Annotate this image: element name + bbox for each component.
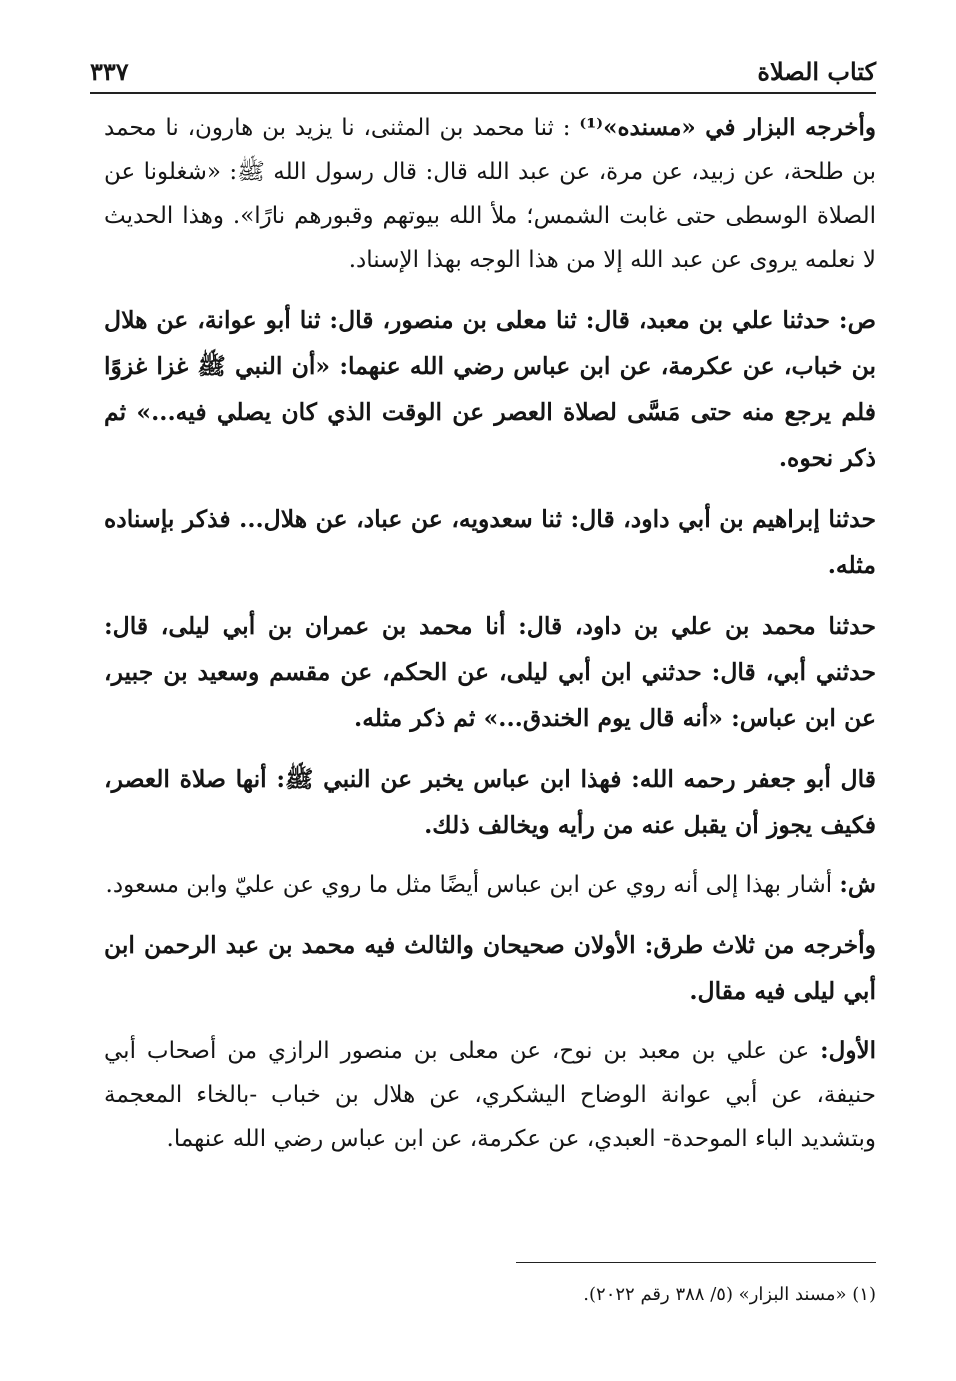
paragraph-lead: وأخرجه البزار في «مسنده»⁽¹⁾: [579, 114, 877, 141]
paragraph-muhammad-ibn-ali: [104, 603, 876, 741]
header-divider: [90, 92, 876, 94]
paragraph-lead: ش:: [839, 871, 876, 898]
paragraph-ibrahim: [104, 496, 876, 588]
paragraph-first-route: [104, 1029, 876, 1161]
page-body: [104, 106, 876, 1176]
footnote: (١) «مسند البزار» (٥/ ٣٨٨ رقم ٢٠٢٢).: [583, 1284, 876, 1305]
page-header: [90, 48, 876, 94]
paragraph-text: أشار بهذا إلى أنه روي عن ابن عباس أيضًا مثل ما روي عن عليّ وابن مسعود.: [105, 872, 833, 898]
paragraph-lead: ص:: [838, 306, 876, 334]
paragraph-text: حدثنا إبراهيم بن أبي داود، قال: ثنا سعدويه، عن عباد، عن هلال... فذكر بإسناده مثله.: [104, 505, 876, 579]
paragraph-shin-commentary: [104, 863, 876, 907]
paragraph-text: حدثنا محمد بن علي بن داود، قال: أنا محمد بن عمران بن أبي ليلى، قال: حدثني أبي، قال: حدثني ابن أبي ليلى، عن الحكم، عن مقسم وسعيد بن جبير، عن ابن عباس: «أنه قال يوم الخندق...» ثم ذكر مثله.: [104, 612, 876, 732]
page-number: ٣٣٧: [90, 56, 129, 86]
chapter-title: كتاب الصلاة: [757, 56, 876, 86]
paragraph-text: عن علي بن معبد بن نوح، عن معلى بن منصور الرازي من أصحاب أبي حنيفة، عن أبي عوانة الوضاح اليشكري، عن هلال بن خباب -بالخاء المعجمة وبتشديد الباء الموحدة- العبدي، عن عكرمة، عن ابن عباس رضي الله عنهما.: [104, 1038, 876, 1152]
paragraph-sad-hadith: [104, 297, 876, 481]
paragraph-text: : ثنا محمد بن المثنى، نا يزيد بن هارون، نا محمد بن طلحة، عن زبيد، عن مرة، عن عبد الله قال: قال رسول الله ﷺ: «شغلونا عن الصلاة الوسطى حتى غابت الشمس؛ ملأ الله بيوتهم وقبورهم نارًا». وهذا الحديث لا نعلمه يروى عن عبد الله إلا من هذا الوجه بهذا الإسناد.: [104, 115, 876, 273]
paragraph-bazzar: [104, 106, 876, 282]
paragraph-lead: الأول:: [820, 1037, 876, 1064]
footnote-divider: [516, 1262, 876, 1263]
paragraph-abu-jafar: [104, 756, 876, 848]
paragraph-text: حدثنا علي بن معبد، قال: ثنا معلى بن منصور، قال: ثنا أبو عوانة، عن هلال بن خباب، عن عكرمة، عن ابن عباس رضي الله عنهما: «أن النبي ﷺ غزا غزوًا فلم يرجع منه حتى مَسَّى لصلاة العصر عن الوقت الذي كان يصلي فيه...» ثم ذكر نحوه.: [104, 306, 876, 472]
paragraph-text: وأخرجه من ثلاث طرق: الأولان صحيحان والثالث فيه محمد بن عبد الرحمن ابن أبي ليلى فيه مقال.: [104, 931, 876, 1005]
paragraph-text: قال أبو جعفر رحمه الله: فهذا ابن عباس يخبر عن النبي ﷺ: أنها صلاة العصر، فكيف يجوز أن يقبل عنه من رأيه ويخالف ذلك.: [104, 765, 876, 839]
paragraph-three-routes: [104, 922, 876, 1014]
